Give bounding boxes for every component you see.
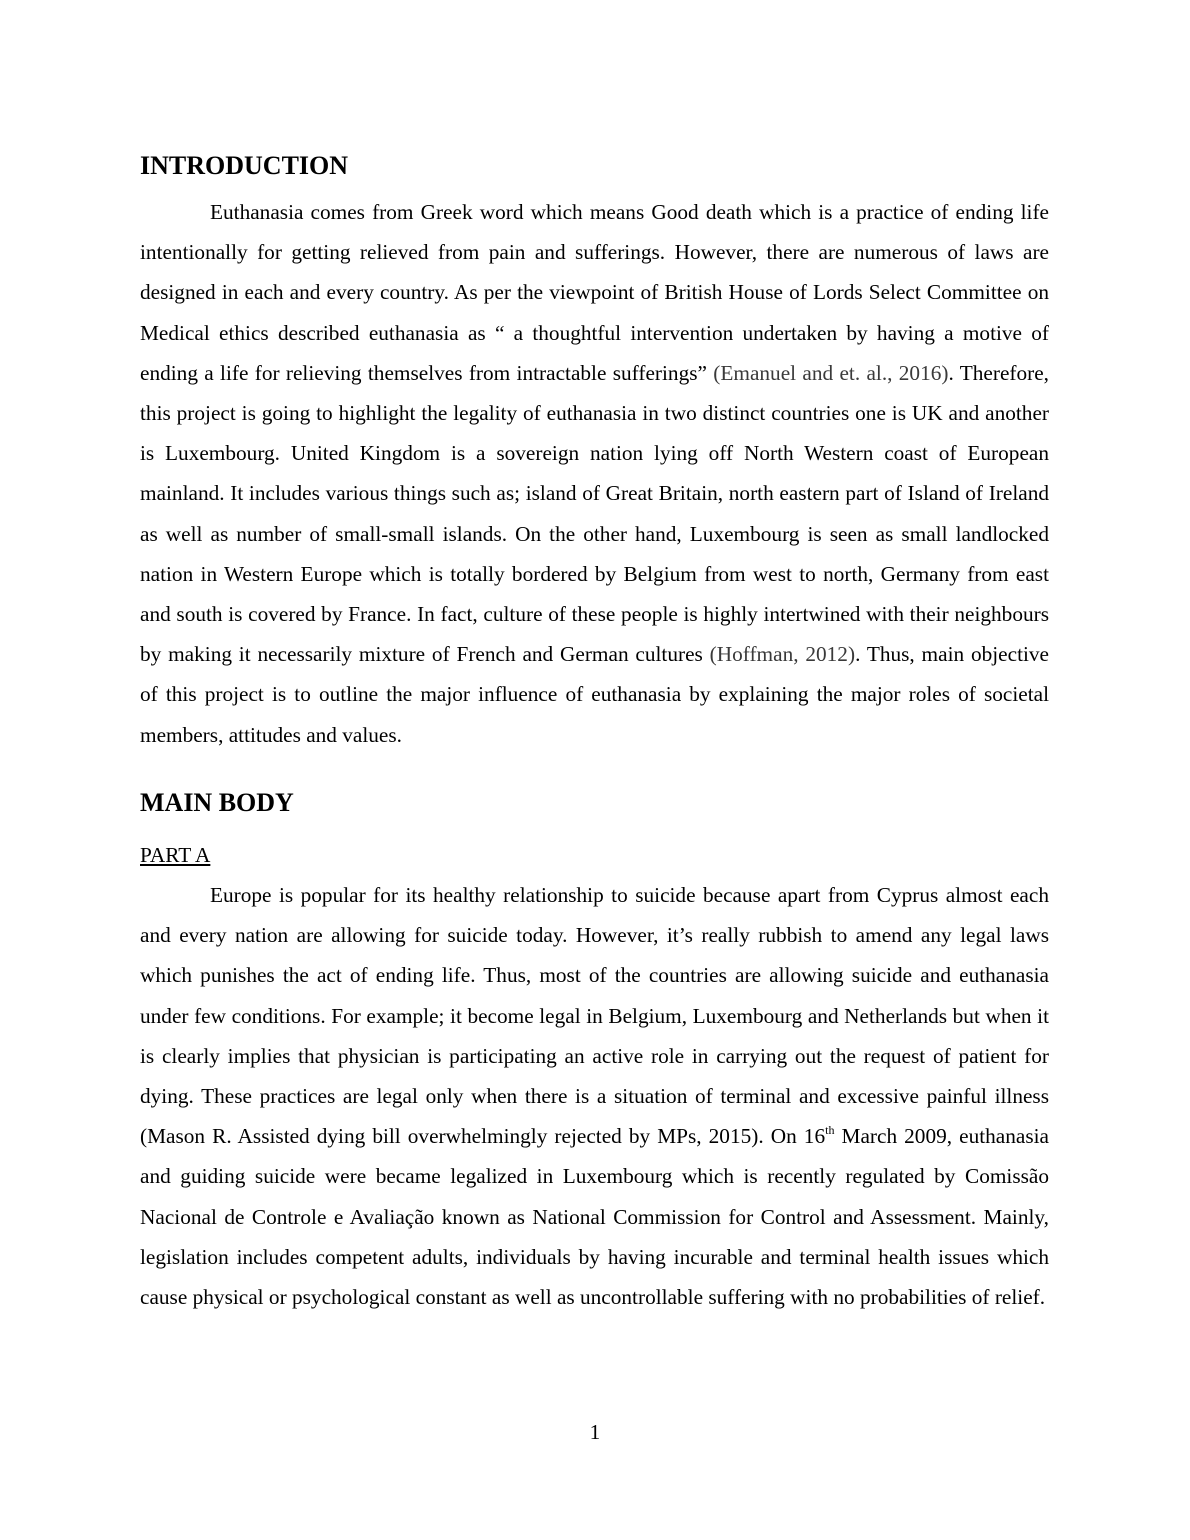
main-body-heading: MAIN BODY (140, 787, 294, 817)
introduction-heading: INTRODUCTION (140, 151, 349, 180)
citation-hoffman: (Hoffman, 2012) (709, 642, 856, 667)
part-a-subheading: PART A (140, 842, 211, 867)
ordinal-superscript: th (825, 1123, 835, 1138)
part-a-text-part-1: Europe is popular for its healthy relationship to suicide because apart from Cyprus almost each and every nation are allowing for suicide today. However, it’s really rubbish to amend any legal laws which punishes the act of ending life. Thus, most of the countries are allowing suicide and euthanasia under few conditions. For example; it become legal in Belgium, Luxembourg and Netherlands but when it is clearly implies that physician is participating an active role in carrying out the request of patient for dying. These practices are legal only when there is a situation of terminal and excessive painful illness (Mason R. Assisted dying bill overwhelmingly rejected by MPs, 2015). On 16 (140, 883, 1049, 1149)
part-a-paragraph (140, 875, 1049, 1317)
intro-text-part-2: . Therefore, this project is going to highlight the legality of euthanasia in two distinct countries one is UK and another is Luxembourg. United Kingdom is a sovereign nation lying off North Western coast of European mainland. It includes various things such as; island of Great Britain, north eastern part of Island of Ireland as well as number of small-small islands. On the other hand, Luxembourg is seen as small landlocked nation in Western Europe which is totally bordered by Belgium from west to north, Germany from east and south is covered by France. In fact, culture of these people is highly intertwined with their neighbours by making it necessarily mixture of French and German cultures (140, 360, 1050, 667)
document-body (140, 148, 1049, 1317)
intro-text-part-1: Euthanasia comes from Greek word which means Good death which is a practice of ending life intentionally for getting relieved from pain and sufferings. However, there are numerous of laws are designed in each and every country. As per the viewpoint of British House of Lords Select Committee on Medical ethics described euthanasia as “ a thoughtful intervention undertaken by having a motive of ending a life for relieving themselves from intractable sufferings” (140, 200, 1049, 385)
part-a-text-part-2: March 2009, euthanasia and guiding suicide were became legalized in Luxembourg which is recently regulated by Comissão Nacional de Controle e Avaliação known as National Commission for Control and Assessment. Mainly, legislation includes competent adults, individuals by having incurable and terminal health issues which cause physical or psychological constant as well as uncontrollable suffering with no probabilities of relief. (140, 1124, 1049, 1310)
intro-text-part-3: . Thus, main objective of this project is to outline the major influence of euthanasia by explaining the major roles of societal members, attitudes and values. (140, 642, 1049, 747)
introduction-paragraph (140, 192, 1049, 755)
citation-emanuel: (Emanuel and et. al., 2016) (713, 360, 949, 385)
page-number: 1 (589, 1420, 601, 1444)
